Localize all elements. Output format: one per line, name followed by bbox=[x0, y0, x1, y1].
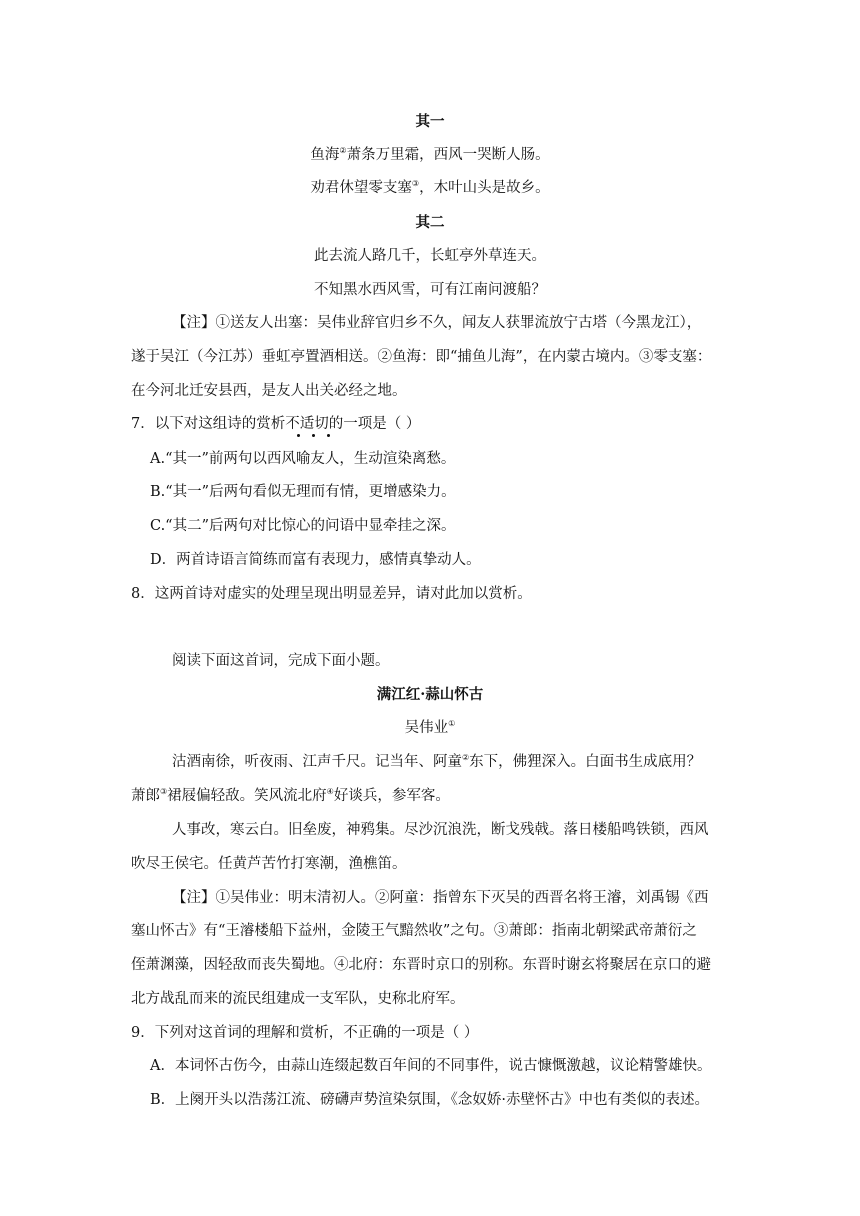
footnote-marker: ② bbox=[339, 146, 347, 155]
question-7-option-d: D．两首诗语言简练而富有表现力，感情真挚动人。 bbox=[150, 552, 481, 568]
poem-part2-line1: 此去流人路几千，长虹亭外草连天。 bbox=[314, 248, 546, 264]
ci-note-line1: 【注】①吴伟业：明末清初人。②阿童：指曾东下灭吴的西晋名将王濬，刘禹锡《西 bbox=[172, 890, 709, 906]
footnote-marker: ① bbox=[448, 719, 456, 728]
poem-part1-title: 其一 bbox=[415, 113, 445, 130]
question-8-stem: 8．这两首诗对虚实的处理呈现出明显差异，请对此加以赏析。 bbox=[131, 586, 532, 602]
question-7-option-b: B.“其一”后两句看似无理而有情，更增感染力。 bbox=[150, 484, 456, 500]
footnote-marker: ③ bbox=[160, 787, 168, 796]
poem-part1-line2: 劝君休望零支塞③，木叶山头是故乡。 bbox=[310, 179, 550, 196]
ci-poem-title: 满江红·蒜山怀古 bbox=[376, 686, 484, 703]
question-7-option-a: A.“其一”前两句以西风喻友人，生动渲染离愁。 bbox=[150, 451, 456, 467]
poem-part2-line2: 不知黑水西风雪，可有江南问渡船？ bbox=[314, 282, 546, 298]
ci-stanza1-line1: 沽酒南徐，听夜雨、江声千尺。记当年、阿童②东下，佛狸深入。白面书生成底用？ bbox=[172, 753, 702, 770]
emphasis-dot bbox=[297, 434, 300, 437]
ci-note-line3: 侄萧渊藻，因轻敌而丧失蜀地。④北府：东晋时京口的别称。东晋时谢玄将聚居在京口的避 bbox=[131, 957, 711, 973]
footnote-marker: ③ bbox=[411, 179, 420, 188]
ci-stanza2-line2: 吹尽王侯宅。任黄芦苦竹打寒潮，渔樵笛。 bbox=[131, 856, 407, 872]
emphasis-dot bbox=[327, 434, 330, 437]
poem-part1-line1: 鱼海②萧条万里霜，西风一哭断人肠。 bbox=[310, 146, 550, 163]
ci-stanza2-line1: 人事改，寒云白。旧垒废，神鸦集。尽沙沉浪洗，断戈残戟。落日楼船鸣铁锁，西风 bbox=[172, 822, 709, 838]
poem-note-line1: 【注】①送友人出塞：吴伟业辞官归乡不久，闻友人获罪流放宁古塔（今黑龙江）， bbox=[172, 315, 702, 331]
poem-note-line2: 遂于吴江（今江苏）垂虹亭置酒相送。②鱼海：即“捕鱼儿海”，在内蒙古境内。③零支塞： bbox=[131, 349, 712, 365]
poem-part2-title: 其二 bbox=[415, 214, 445, 231]
question-9-option-a: A．本词怀古伤今，由蒜山连缀起数百年间的不同事件，说古慷慨激越，议论精警雄快。 bbox=[150, 1058, 712, 1074]
footnote-marker: ④ bbox=[326, 787, 334, 796]
poem-note-line3: 在今河北迁安县西，是友人出关必经之地。 bbox=[131, 383, 407, 399]
question-9-option-b: B．上阕开头以浩荡江流、磅礴声势渲染氛围，《念奴娇·赤壁怀古》中也有类似的表述。 bbox=[150, 1092, 710, 1108]
ci-note-line4: 北方战乱而来的流民组建成一支军队，史称北府军。 bbox=[131, 991, 465, 1007]
section-intro: 阅读下面这首词，完成下面小题。 bbox=[172, 653, 390, 669]
question-9-stem: 9．下列对这首词的理解和赏析，不正确的一项是（ ） bbox=[131, 1025, 479, 1041]
ci-stanza1-line2: 萧郎③裙屐偏轻敌。笑风流北府④好谈兵，参军客。 bbox=[131, 787, 450, 804]
question-7-option-c: C.“其二”后两句对比惊心的问语中显牵挂之深。 bbox=[150, 518, 456, 534]
footnote-marker: ② bbox=[462, 753, 470, 762]
ci-note-line2: 塞山怀古》有“王濬楼船下益州，金陵王气黯然收”之句。③萧郎：指南北朝梁武帝萧衍之 bbox=[131, 923, 697, 939]
emphasis-dot bbox=[312, 434, 315, 437]
question-7-stem: 7．以下对这组诗的赏析不适切的一项是（ ） bbox=[131, 416, 421, 432]
ci-poem-author: 吴伟业① bbox=[404, 719, 456, 736]
